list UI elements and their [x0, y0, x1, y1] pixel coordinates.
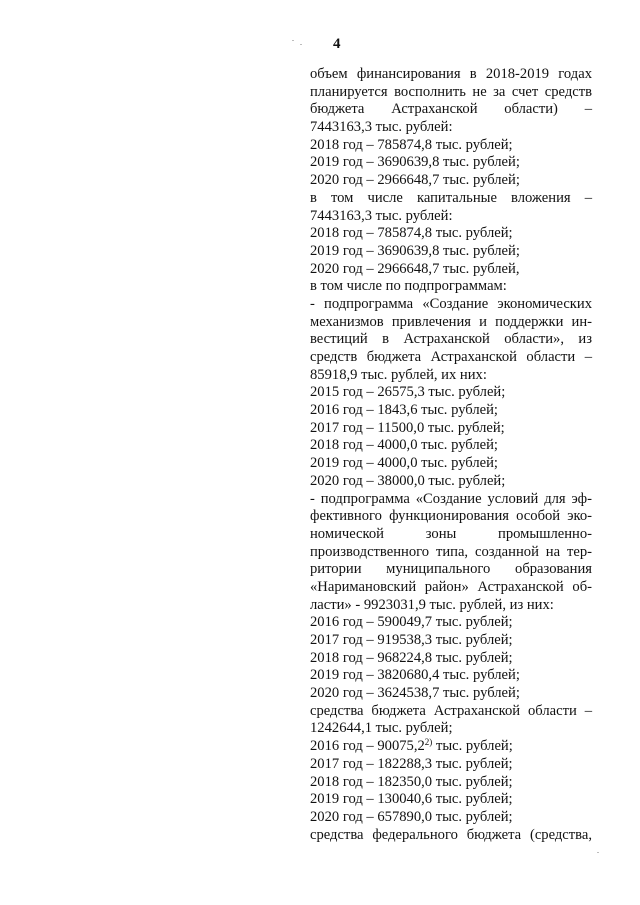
- text-line: [310, 809, 592, 827]
- text-line: [310, 720, 592, 738]
- text-line-content: 2020 год – 2966648,7 тыс. рублей,: [310, 260, 520, 277]
- text-line-content: 2018 год – 4000,0 тыс. рублей;: [310, 437, 498, 454]
- text-line: [310, 314, 592, 332]
- text-line-content: 2019 год – 130040,6 тыс. рублей;: [310, 791, 513, 808]
- text-line-content: 2018 год – 785874,8 тыс. рублей;: [310, 225, 513, 242]
- text-line-content: номической зоны промышленно-: [310, 525, 592, 542]
- text-line-content: 2020 год – 3624538,7 тыс. рублей;: [310, 685, 520, 702]
- text-line: [310, 738, 592, 756]
- scan-speck: [597, 852, 599, 853]
- text-line-content: 7443163,3 тыс. рублей:: [310, 207, 453, 224]
- text-line: [310, 597, 592, 615]
- text-line-content: 2015 год – 26575,3 тыс. рублей;: [310, 384, 506, 401]
- text-line-content: в том числе капитальные вложения –: [310, 189, 592, 206]
- text-line-content: средства бюджета Астраханской области –: [310, 702, 592, 719]
- text-line: [310, 561, 592, 579]
- text-line-content: 2020 год – 657890,0 тыс. рублей;: [310, 808, 513, 825]
- text-line: [310, 667, 592, 685]
- text-line-continuation: тыс. рублей;: [432, 738, 513, 755]
- text-line-content: 2016 год – 1843,6 тыс. рублей;: [310, 402, 498, 419]
- text-line: [310, 296, 592, 314]
- text-line-content: 2016 год – 590049,7 тыс. рублей;: [310, 614, 513, 631]
- text-line: [310, 84, 592, 102]
- text-line: [310, 491, 592, 509]
- page-number: 4: [333, 36, 341, 52]
- text-line: [310, 827, 592, 845]
- text-line-content: 2018 год – 182350,0 тыс. рублей;: [310, 773, 513, 790]
- text-line-content: 7443163,3 тыс. рублей:: [310, 119, 453, 136]
- text-line-content: вестиций в Астраханской области», из: [310, 331, 592, 348]
- text-line-content: 2017 год – 919538,3 тыс. рублей;: [310, 632, 513, 648]
- text-line-content: 2019 год – 3690639,8 тыс. рублей;: [310, 242, 520, 259]
- text-line: [310, 349, 592, 367]
- text-line: [310, 367, 592, 385]
- text-line: [310, 756, 592, 774]
- text-line: [310, 190, 592, 208]
- text-line-content: ласти» - 9923031,9 тыс. рублей, из них:: [310, 596, 554, 613]
- text-line-content: в том числе по подпрограммам:: [310, 278, 507, 295]
- text-line: [310, 384, 592, 402]
- text-line: [310, 172, 592, 190]
- text-line: [310, 791, 592, 809]
- text-line-content: 2017 год – 182288,3 тыс. рублей;: [310, 755, 513, 772]
- text-column: [310, 66, 592, 844]
- scan-speck: [300, 44, 302, 45]
- text-line-content: ритории муниципального образования: [310, 561, 592, 578]
- text-line: [310, 614, 592, 632]
- text-line-content: 2018 год – 968224,8 тыс. рублей;: [310, 649, 513, 666]
- text-line: [310, 473, 592, 491]
- text-line-content: 2020 год – 2966648,7 тыс. рублей;: [310, 172, 520, 189]
- text-line: [310, 331, 592, 349]
- text-line: [310, 774, 592, 792]
- text-line-content: объем финансирования в 2018-2019 годах: [310, 66, 592, 82]
- text-line-content: средств бюджета Астраханской области –: [310, 349, 592, 365]
- text-line-content: - подпрограмма «Создание условий для эф-: [310, 490, 592, 507]
- text-line: [310, 455, 592, 473]
- text-line: [310, 137, 592, 155]
- text-line: [310, 579, 592, 597]
- text-line-content: бюджета Астраханской области) –: [310, 101, 592, 118]
- text-line: [310, 526, 592, 544]
- text-line-content: средства федерального бюджета (средства,: [310, 826, 592, 843]
- text-line: [310, 119, 592, 137]
- text-line-content: 2019 год – 4000,0 тыс. рублей;: [310, 455, 498, 472]
- text-line: [310, 243, 592, 261]
- text-line: [310, 261, 592, 279]
- text-line-content: 2016 год – 90075,2: [310, 738, 425, 755]
- text-line-content: 85918,9 тыс. рублей, их них:: [310, 366, 487, 383]
- text-line-content: 2018 год – 785874,8 тыс. рублей;: [310, 136, 513, 153]
- text-line-content: производственного типа, созданной на тер-: [310, 543, 592, 560]
- text-line-content: 1242644,1 тыс. рублей;: [310, 720, 453, 737]
- text-line-content: 2017 год – 11500,0 тыс. рублей;: [310, 419, 505, 436]
- text-line: [310, 208, 592, 226]
- text-line-content: планируется восполнить не за счет средств: [310, 83, 592, 100]
- text-line-content: фективного функционирования особой эко-: [310, 508, 592, 525]
- text-line: [310, 402, 592, 420]
- footnote-marker: 2): [424, 737, 433, 748]
- text-line-content: механизмов привлечения и поддержки ин-: [310, 313, 592, 330]
- text-line-content: «Наримановский район» Астраханской об-: [310, 578, 592, 595]
- text-line: [310, 632, 592, 650]
- text-line: [310, 101, 592, 119]
- text-line: [310, 225, 592, 243]
- scan-speck: [292, 40, 294, 41]
- text-line: [310, 278, 592, 296]
- text-line: [310, 437, 592, 455]
- text-line-content: - подпрограмма «Создание экономических: [310, 295, 592, 312]
- text-line: [310, 154, 592, 172]
- text-line: [310, 420, 592, 438]
- text-line-content: 2020 год – 38000,0 тыс. рублей;: [310, 472, 506, 489]
- text-line: [310, 66, 592, 84]
- text-line: [310, 544, 592, 562]
- text-line: [310, 650, 592, 668]
- text-line: [310, 508, 592, 526]
- text-line: [310, 703, 592, 721]
- text-line: [310, 685, 592, 703]
- text-line-content: 2019 год – 3690639,8 тыс. рублей;: [310, 154, 520, 171]
- text-line-content: 2019 год – 3820680,4 тыс. рублей;: [310, 667, 520, 684]
